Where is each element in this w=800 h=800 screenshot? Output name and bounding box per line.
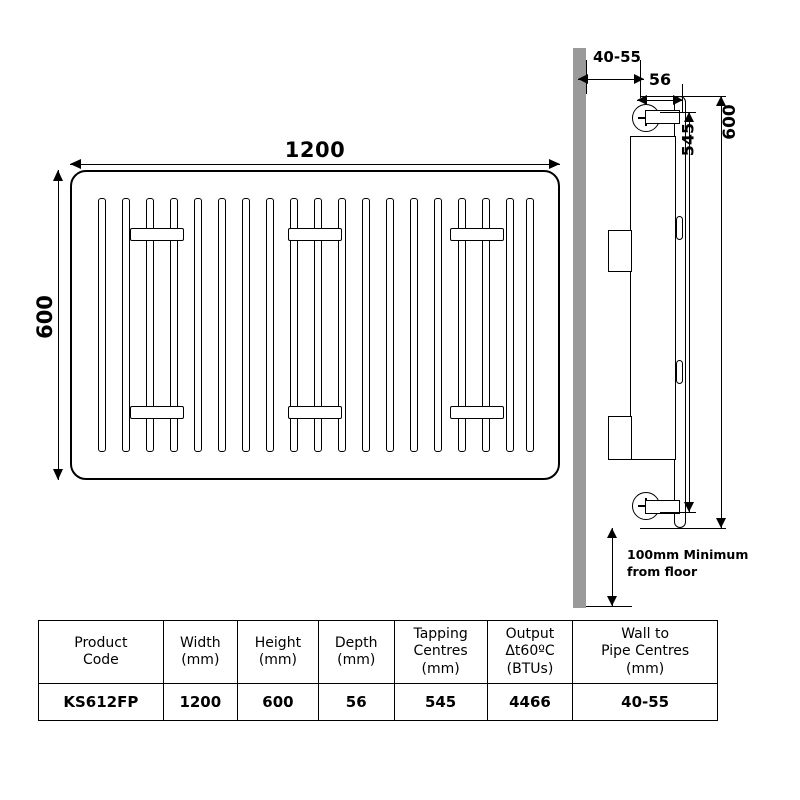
header-line: Width bbox=[179, 634, 221, 651]
radiator-back-body bbox=[630, 136, 676, 460]
arrow-up-icon bbox=[607, 528, 617, 538]
arrow-left-icon bbox=[637, 95, 647, 105]
front-width-label: 1200 bbox=[284, 138, 346, 162]
radiator-fin bbox=[362, 198, 370, 452]
radiator-fin bbox=[506, 198, 514, 452]
table-header-cell bbox=[163, 621, 237, 684]
header-line: Depth bbox=[334, 634, 378, 651]
radiator-fin bbox=[242, 198, 250, 452]
header-line: (mm) bbox=[337, 652, 376, 668]
front-width-dimension bbox=[70, 138, 560, 168]
table-cell-product-code: KS612FP bbox=[39, 684, 164, 721]
dimension-line bbox=[689, 112, 690, 512]
tapping-centres-label: 545 bbox=[678, 122, 698, 157]
dimension-line bbox=[58, 170, 59, 480]
mounting-bracket bbox=[288, 228, 342, 241]
table-cell-tapping-centres: 545 bbox=[394, 684, 487, 721]
floor-clearance-dimension bbox=[605, 528, 619, 606]
depth-dimension bbox=[637, 93, 683, 107]
arrow-left-icon bbox=[578, 74, 588, 84]
header-line: Δt60ºC bbox=[505, 643, 555, 660]
radiator-fin bbox=[218, 198, 226, 452]
table-header-cell bbox=[318, 621, 394, 684]
radiator-fin bbox=[98, 198, 106, 452]
table-header-cell bbox=[487, 621, 573, 684]
radiator-fin bbox=[410, 198, 418, 452]
radiator-fin bbox=[194, 198, 202, 452]
floor-note-line-1: 100mm Minimum bbox=[627, 547, 749, 562]
radiator-fin bbox=[526, 198, 534, 452]
radiator-fin bbox=[434, 198, 442, 452]
wall-surface bbox=[573, 48, 586, 608]
floor-line bbox=[586, 606, 632, 607]
header-line: Height bbox=[254, 634, 302, 651]
table-header-cell bbox=[573, 621, 718, 684]
side-height-dimension bbox=[714, 96, 728, 528]
header-line: (mm) bbox=[258, 652, 298, 668]
table-cell-output: 4466 bbox=[487, 684, 573, 721]
table-row bbox=[39, 684, 718, 721]
wall-to-pipe-label: 40-55 bbox=[593, 48, 641, 66]
arrow-down-icon bbox=[607, 596, 617, 606]
specification-table bbox=[38, 620, 718, 721]
depth-label: 56 bbox=[648, 70, 672, 89]
radiator-fin bbox=[386, 198, 394, 452]
front-height-dimension bbox=[33, 170, 64, 480]
arrow-up-icon bbox=[53, 170, 63, 181]
header-line: Pipe Centres bbox=[601, 643, 690, 660]
front-height-label: 600 bbox=[33, 295, 57, 339]
table-cell-width: 1200 bbox=[163, 684, 237, 721]
header-line: Wall to bbox=[621, 625, 670, 642]
radiator-fin bbox=[122, 198, 130, 452]
header-line: Tapping bbox=[413, 625, 468, 642]
header-line: (mm) bbox=[181, 652, 220, 668]
header-line: Output bbox=[505, 625, 555, 642]
arrow-down-icon bbox=[716, 518, 726, 528]
header-line: (BTUs) bbox=[506, 660, 554, 677]
dimension-line bbox=[721, 96, 722, 528]
side-height-label: 600 bbox=[720, 104, 740, 140]
table-cell-wall-to-pipe: 40-55 bbox=[573, 684, 718, 721]
header-line: (mm) bbox=[421, 660, 460, 677]
floor-clearance-note bbox=[627, 547, 767, 581]
mounting-bracket bbox=[130, 228, 184, 241]
dimension-line bbox=[612, 528, 613, 606]
mounting-bracket bbox=[288, 406, 342, 419]
extension-line bbox=[640, 528, 726, 529]
table-cell-height: 600 bbox=[237, 684, 318, 721]
radiator-connector-lower bbox=[608, 416, 632, 460]
tapping-centres-dimension bbox=[682, 112, 696, 512]
dimension-line bbox=[70, 164, 560, 165]
mounting-bracket bbox=[450, 228, 504, 241]
arrow-down-icon bbox=[684, 502, 694, 512]
mounting-bracket bbox=[450, 406, 504, 419]
header-line: Product bbox=[74, 634, 128, 651]
mounting-bracket bbox=[130, 406, 184, 419]
table-header-cell bbox=[39, 621, 164, 684]
header-line: (mm) bbox=[626, 660, 665, 677]
radiator-connector-upper bbox=[608, 230, 632, 272]
radiator-front-view bbox=[70, 170, 560, 480]
radiator-fin bbox=[266, 198, 274, 452]
extension-line bbox=[660, 512, 696, 513]
table-cell-depth: 56 bbox=[318, 684, 394, 721]
floor-note-line-2: from floor bbox=[627, 563, 698, 579]
arrow-right-icon bbox=[673, 95, 683, 105]
table-header-cell bbox=[394, 621, 487, 684]
arrow-down-icon bbox=[53, 469, 63, 480]
header-line: Code bbox=[82, 652, 119, 668]
table-header-row bbox=[39, 621, 718, 684]
table-header-cell bbox=[237, 621, 318, 684]
header-line: Centres bbox=[413, 643, 468, 660]
